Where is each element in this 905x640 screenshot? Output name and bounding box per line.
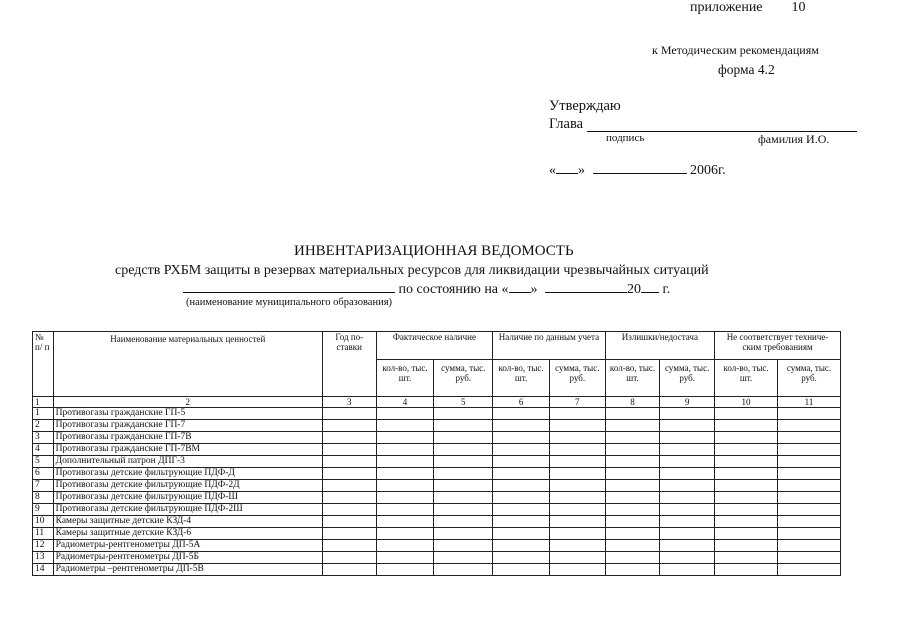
row-name: Дополнительный патрон ДПГ-3 <box>53 456 322 468</box>
row-value-cell[interactable] <box>715 408 778 420</box>
row-number: 9 <box>33 504 54 516</box>
row-value-cell[interactable] <box>549 408 605 420</box>
row-number: 6 <box>33 468 54 480</box>
row-value-cell[interactable] <box>778 468 841 480</box>
row-value-cell[interactable] <box>493 564 550 576</box>
row-value-cell[interactable] <box>549 552 605 564</box>
row-value-cell[interactable] <box>715 420 778 432</box>
row-value-cell[interactable] <box>434 516 493 528</box>
row-value-cell[interactable] <box>778 528 841 540</box>
row-value-cell[interactable] <box>376 432 434 444</box>
table-row <box>33 552 841 564</box>
row-value-cell[interactable] <box>660 444 715 456</box>
inventory-table <box>32 331 841 576</box>
row-value-cell[interactable] <box>660 420 715 432</box>
row-value-cell[interactable] <box>605 504 660 516</box>
column-number: 6 <box>493 397 550 408</box>
row-name: Камеры защитные детские КЗД-6 <box>53 528 322 540</box>
row-value-cell[interactable] <box>376 528 434 540</box>
row-value-cell[interactable] <box>605 540 660 552</box>
row-value-cell[interactable] <box>549 468 605 480</box>
row-value-cell[interactable] <box>376 552 434 564</box>
row-value-cell[interactable] <box>376 516 434 528</box>
row-value-cell[interactable] <box>605 420 660 432</box>
row-value-cell[interactable] <box>715 504 778 516</box>
column-number: 7 <box>549 397 605 408</box>
row-value-cell[interactable] <box>493 408 550 420</box>
header-name: Наименование материальных ценностей <box>53 332 322 397</box>
row-value-cell[interactable] <box>549 516 605 528</box>
approve-date-open: « <box>549 163 556 178</box>
row-value-cell[interactable] <box>715 516 778 528</box>
row-name: Противогазы гражданские ГП-7В <box>53 432 322 444</box>
row-value-cell[interactable] <box>376 492 434 504</box>
row-value-cell[interactable] <box>322 528 376 540</box>
row-value-cell[interactable] <box>605 432 660 444</box>
row-value-cell[interactable] <box>434 456 493 468</box>
row-value-cell[interactable] <box>605 468 660 480</box>
header-accounting-sum: сумма, тыс. руб. <box>549 360 605 397</box>
row-value-cell[interactable] <box>660 504 715 516</box>
appendix-form: форма 4.2 <box>718 62 775 77</box>
row-value-cell[interactable] <box>778 516 841 528</box>
header-actual-qty: кол-во, тыс. шт. <box>376 360 434 397</box>
appendix-label-line <box>690 0 806 16</box>
document-subtitle: средств РХБМ защиты в резервах материальных ресурсов для ликвидации чрезвычайных ситуаций <box>115 263 709 278</box>
header-accounting-qty: кол-во, тыс. шт. <box>493 360 550 397</box>
row-value-cell[interactable] <box>322 564 376 576</box>
row-value-cell[interactable] <box>778 444 841 456</box>
row-value-cell[interactable] <box>493 480 550 492</box>
row-value-cell[interactable] <box>778 432 841 444</box>
row-number: 13 <box>33 552 54 564</box>
row-value-cell[interactable] <box>778 492 841 504</box>
row-value-cell[interactable] <box>434 552 493 564</box>
row-number: 4 <box>33 444 54 456</box>
as-of-close: » <box>530 282 538 297</box>
row-value-cell[interactable] <box>778 552 841 564</box>
header-nonconform: Не соответствует техниче- ским требованиям <box>715 332 841 360</box>
row-value-cell[interactable] <box>715 564 778 576</box>
row-value-cell[interactable] <box>322 504 376 516</box>
row-value-cell[interactable] <box>778 408 841 420</box>
row-value-cell[interactable] <box>715 456 778 468</box>
row-value-cell[interactable] <box>605 564 660 576</box>
header-nonconform-sum: сумма, тыс. руб. <box>778 360 841 397</box>
header-surplus-qty: кол-во, тыс. шт. <box>605 360 660 397</box>
table-row <box>33 432 841 444</box>
table-row <box>33 468 841 480</box>
row-value-cell[interactable] <box>434 432 493 444</box>
table-row <box>33 528 841 540</box>
approve-name-caption: фамилия И.О. <box>758 132 830 146</box>
approve-head-label: Глава <box>549 116 584 132</box>
municipality-caption: (наименование муниципального образования) <box>186 297 393 308</box>
row-number: 14 <box>33 564 54 576</box>
row-value-cell[interactable] <box>376 456 434 468</box>
row-value-cell[interactable] <box>715 492 778 504</box>
row-value-cell[interactable] <box>376 468 434 480</box>
row-value-cell[interactable] <box>434 504 493 516</box>
column-number: 8 <box>605 397 660 408</box>
row-value-cell[interactable] <box>493 444 550 456</box>
row-value-cell[interactable] <box>715 552 778 564</box>
row-value-cell[interactable] <box>493 492 550 504</box>
row-value-cell[interactable] <box>660 432 715 444</box>
row-number: 3 <box>33 432 54 444</box>
row-name: Противогазы гражданские ГП-5 <box>53 408 322 420</box>
row-value-cell[interactable] <box>549 540 605 552</box>
row-name: Радиометры –рентгенометры ДП-5В <box>53 564 322 576</box>
row-name: Противогазы гражданские ГП-7ВМ <box>53 444 322 456</box>
row-value-cell[interactable] <box>778 504 841 516</box>
row-value-cell[interactable] <box>493 468 550 480</box>
row-value-cell[interactable] <box>493 552 550 564</box>
approve-title: Утверждаю <box>549 98 621 114</box>
row-value-cell[interactable] <box>660 540 715 552</box>
header-nonconform-qty: кол-во, тыс. шт. <box>715 360 778 397</box>
row-value-cell[interactable] <box>493 420 550 432</box>
row-value-cell[interactable] <box>715 540 778 552</box>
row-value-cell[interactable] <box>322 456 376 468</box>
row-value-cell[interactable] <box>778 564 841 576</box>
table-row <box>33 408 841 420</box>
row-value-cell[interactable] <box>715 528 778 540</box>
row-value-cell[interactable] <box>549 528 605 540</box>
row-value-cell[interactable] <box>322 552 376 564</box>
row-value-cell[interactable] <box>493 528 550 540</box>
column-number: 5 <box>434 397 493 408</box>
row-value-cell[interactable] <box>493 456 550 468</box>
row-name: Противогазы детские фильтрующие ПДФ-Д <box>53 468 322 480</box>
row-value-cell[interactable] <box>605 456 660 468</box>
row-value-cell[interactable] <box>605 516 660 528</box>
row-value-cell[interactable] <box>660 552 715 564</box>
approve-date-close: » <box>578 163 585 178</box>
row-value-cell[interactable] <box>376 504 434 516</box>
row-value-cell[interactable] <box>660 456 715 468</box>
appendix-methodical: к Методическим рекомендациям <box>652 43 819 57</box>
row-value-cell[interactable] <box>715 432 778 444</box>
row-number: 12 <box>33 540 54 552</box>
row-value-cell[interactable] <box>493 516 550 528</box>
as-of-year-suffix: г. <box>662 282 671 297</box>
row-value-cell[interactable] <box>376 420 434 432</box>
header-num: № п/ п <box>33 332 54 397</box>
header-accounting: Наличие по данным учета <box>493 332 605 360</box>
row-value-cell[interactable] <box>434 540 493 552</box>
row-value-cell[interactable] <box>778 480 841 492</box>
table-row <box>33 504 841 516</box>
row-value-cell[interactable] <box>605 552 660 564</box>
table-row <box>33 540 841 552</box>
row-value-cell[interactable] <box>322 408 376 420</box>
row-value-cell[interactable] <box>660 480 715 492</box>
row-value-cell[interactable] <box>322 492 376 504</box>
row-value-cell[interactable] <box>434 564 493 576</box>
table-row <box>33 456 841 468</box>
table-row <box>33 480 841 492</box>
row-value-cell[interactable] <box>322 480 376 492</box>
row-value-cell[interactable] <box>434 528 493 540</box>
row-name: Противогазы гражданские ГП-7 <box>53 420 322 432</box>
row-value-cell[interactable] <box>660 468 715 480</box>
row-value-cell[interactable] <box>778 456 841 468</box>
table-row <box>33 516 841 528</box>
row-value-cell[interactable] <box>605 408 660 420</box>
as-of-label: по состоянию на « <box>398 282 509 297</box>
row-value-cell[interactable] <box>322 444 376 456</box>
row-value-cell[interactable] <box>549 564 605 576</box>
column-number: 10 <box>715 397 778 408</box>
row-number: 8 <box>33 492 54 504</box>
document-title: ИНВЕНТАРИЗАЦИОННАЯ ВЕДОМОСТЬ <box>294 243 574 259</box>
row-value-cell[interactable] <box>605 444 660 456</box>
document-as-of-line <box>183 282 670 298</box>
row-name: Камеры защитные детские КЗД-4 <box>53 516 322 528</box>
table-row <box>33 420 841 432</box>
row-value-cell[interactable] <box>434 408 493 420</box>
row-value-cell[interactable] <box>549 444 605 456</box>
table-row <box>33 492 841 504</box>
row-value-cell[interactable] <box>493 540 550 552</box>
header-surplus-sum: сумма, тыс. руб. <box>660 360 715 397</box>
header-year: Год по- ставки <box>322 332 376 397</box>
row-value-cell[interactable] <box>605 528 660 540</box>
approve-signature-caption: подпись <box>606 132 645 144</box>
row-name: Противогазы детские фильтрующие ПДФ-2Ш <box>53 504 322 516</box>
row-number: 1 <box>33 408 54 420</box>
row-value-cell[interactable] <box>493 504 550 516</box>
row-value-cell[interactable] <box>778 540 841 552</box>
row-name: Радиометры-рентгенометры ДП-5А <box>53 540 322 552</box>
row-number: 7 <box>33 480 54 492</box>
column-number: 3 <box>322 397 376 408</box>
row-value-cell[interactable] <box>434 468 493 480</box>
row-value-cell[interactable] <box>376 444 434 456</box>
appendix-label: приложение <box>690 0 763 15</box>
row-number: 11 <box>33 528 54 540</box>
row-value-cell[interactable] <box>549 504 605 516</box>
table-row <box>33 444 841 456</box>
row-value-cell[interactable] <box>322 540 376 552</box>
row-number: 5 <box>33 456 54 468</box>
inventory-rows <box>33 408 841 576</box>
row-name: Противогазы детские фильтрующие ПДФ-Ш <box>53 492 322 504</box>
row-value-cell[interactable] <box>549 456 605 468</box>
row-value-cell[interactable] <box>434 444 493 456</box>
row-value-cell[interactable] <box>660 564 715 576</box>
row-value-cell[interactable] <box>605 480 660 492</box>
row-value-cell[interactable] <box>376 480 434 492</box>
row-value-cell[interactable] <box>549 420 605 432</box>
as-of-year-prefix: 20 <box>627 282 642 297</box>
row-value-cell[interactable] <box>322 432 376 444</box>
row-value-cell[interactable] <box>660 528 715 540</box>
row-value-cell[interactable] <box>660 492 715 504</box>
row-value-cell[interactable] <box>605 492 660 504</box>
row-value-cell[interactable] <box>322 468 376 480</box>
header-actual: Фактическое наличие <box>376 332 493 360</box>
column-number: 9 <box>660 397 715 408</box>
row-value-cell[interactable] <box>376 408 434 420</box>
header-surplus: Излишки/недостача <box>605 332 714 360</box>
row-value-cell[interactable] <box>493 432 550 444</box>
row-value-cell[interactable] <box>322 516 376 528</box>
row-name: Радиометры-рентгенометры ДП-5Б <box>53 552 322 564</box>
appendix-number: 10 <box>791 0 806 15</box>
row-number: 2 <box>33 420 54 432</box>
row-number: 10 <box>33 516 54 528</box>
row-value-cell[interactable] <box>322 420 376 432</box>
row-value-cell[interactable] <box>715 468 778 480</box>
row-value-cell[interactable] <box>549 432 605 444</box>
row-value-cell[interactable] <box>715 480 778 492</box>
table-row <box>33 564 841 576</box>
row-value-cell[interactable] <box>434 480 493 492</box>
row-value-cell[interactable] <box>376 564 434 576</box>
row-value-cell[interactable] <box>660 516 715 528</box>
approve-year: 2006г. <box>690 163 726 178</box>
column-number-row <box>33 397 841 408</box>
column-number: 2 <box>53 397 322 408</box>
header-actual-sum: сумма, тыс. руб. <box>434 360 493 397</box>
row-value-cell[interactable] <box>376 540 434 552</box>
column-number: 1 <box>33 397 54 408</box>
row-value-cell[interactable] <box>715 444 778 456</box>
column-number: 11 <box>778 397 841 408</box>
column-number: 4 <box>376 397 434 408</box>
row-value-cell[interactable] <box>549 480 605 492</box>
row-value-cell[interactable] <box>549 492 605 504</box>
row-value-cell[interactable] <box>778 420 841 432</box>
row-value-cell[interactable] <box>434 420 493 432</box>
row-value-cell[interactable] <box>660 408 715 420</box>
row-name: Противогазы детские фильтрующие ПДФ-2Д <box>53 480 322 492</box>
approve-date <box>549 163 726 179</box>
row-value-cell[interactable] <box>434 492 493 504</box>
